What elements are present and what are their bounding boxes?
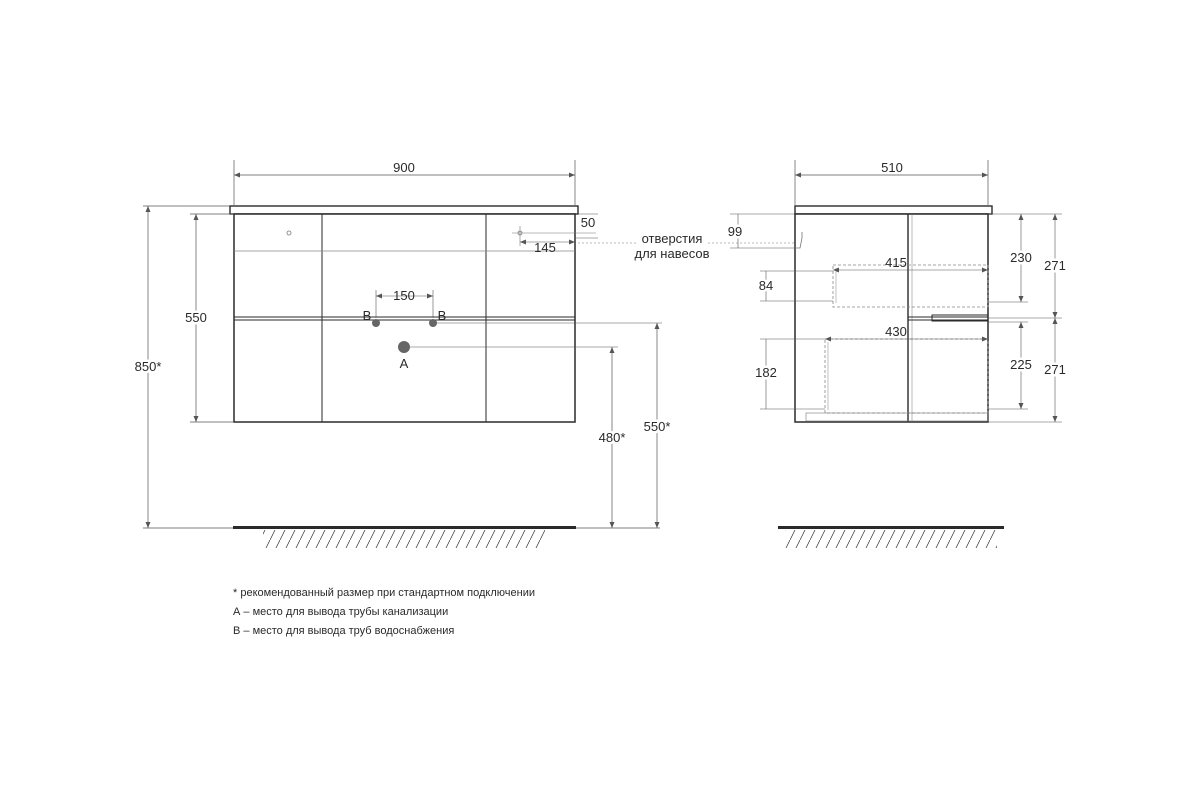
front-floor-hatch <box>263 530 545 548</box>
supply-height-dim: 550* <box>643 419 671 434</box>
drain-label: A <box>399 356 409 371</box>
pipe-spacing-dim: 150 <box>393 288 415 303</box>
hanging-holes-label-2: для навесов <box>634 246 710 261</box>
supply-left-icon <box>372 319 380 327</box>
side-cabinet-body <box>795 214 988 422</box>
note-star: * рекомендованный размер при стандартном подключении <box>233 587 535 599</box>
note-b: В – место для вывода труб водоснабжения <box>233 625 455 637</box>
upper-total-dim: 271 <box>1044 258 1066 273</box>
top-offset-dim: 50 <box>580 215 596 230</box>
lower-drawer-depth-dim: 430 <box>885 324 907 339</box>
front-countertop <box>230 206 578 214</box>
upper-drawer-height-dim: 84 <box>758 278 774 293</box>
lower-drawer-height-dim: 182 <box>755 365 777 380</box>
total-height-dim: 850* <box>134 359 162 374</box>
hanging-holes-label-1: отверстия <box>641 231 703 246</box>
upper-front-height-dim: 230 <box>1010 250 1032 265</box>
depth-dim: 510 <box>881 160 903 175</box>
lower-front-height-dim: 225 <box>1010 357 1032 372</box>
side-floor <box>778 526 1004 529</box>
drain-icon <box>398 341 410 353</box>
upper-drawer-depth-dim: 415 <box>885 255 907 270</box>
hole-height-dim: 99 <box>727 224 743 239</box>
notes-legend <box>233 584 535 641</box>
drain-height-dim: 480* <box>598 430 626 445</box>
supply-right-label: B <box>437 308 447 323</box>
hole-offset-dim: 145 <box>534 240 556 255</box>
supply-left-label: B <box>362 308 372 323</box>
front-view <box>135 160 795 548</box>
side-view <box>728 160 1066 548</box>
front-cabinet-body <box>234 214 575 422</box>
front-floor <box>233 526 576 529</box>
side-floor-hatch <box>785 530 997 548</box>
supply-right-icon <box>429 319 437 327</box>
body-height-dim: 550 <box>185 310 207 325</box>
lower-total-dim: 271 <box>1044 362 1066 377</box>
note-a: А – место для вывода трубы канализации <box>233 606 449 618</box>
width-dim: 900 <box>393 160 415 175</box>
side-countertop <box>795 206 992 214</box>
